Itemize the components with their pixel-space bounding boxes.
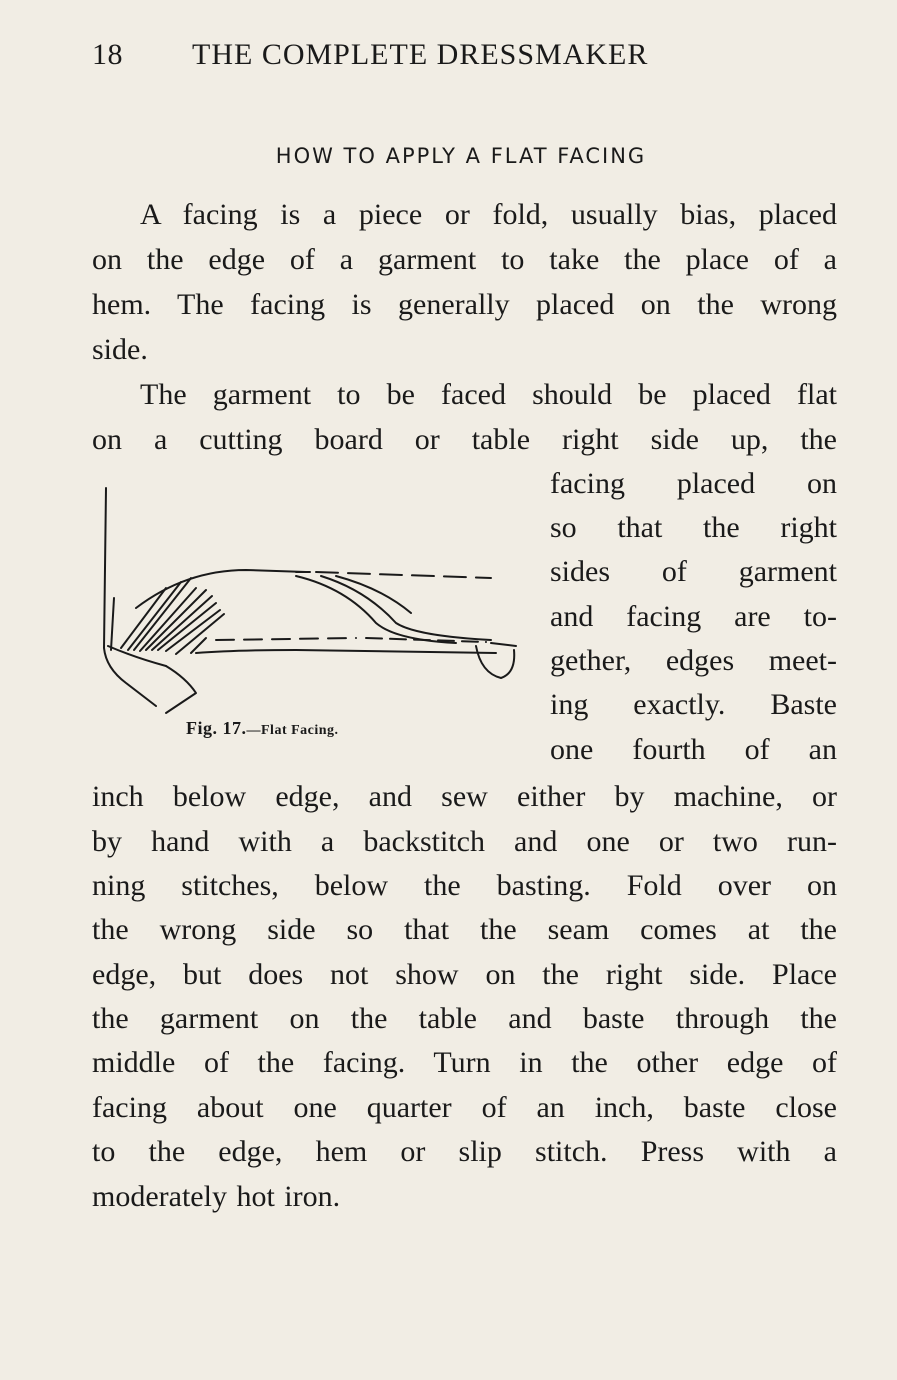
paragraph-1-line: on the edge of a garment to take the place of a bbox=[92, 243, 837, 276]
book-title: THE COMPLETE DRESSMAKER bbox=[192, 38, 649, 71]
paragraph-1-line: hem. The facing is generally placed on the wrong bbox=[92, 288, 837, 321]
paragraph-2-line: by hand with a backstitch and one or two run- bbox=[92, 825, 837, 858]
paragraph-2-narrow-line: and facing are to- bbox=[550, 600, 837, 633]
paragraph-2-line: The garment to be faced should be placed flat bbox=[140, 378, 837, 411]
paragraph-2-line: moderately hot iron. bbox=[92, 1180, 341, 1213]
flat-facing-illustration bbox=[96, 478, 526, 718]
paragraph-2-line: facing about one quarter of an inch, baste close bbox=[92, 1091, 837, 1124]
paragraph-1-line: A facing is a piece or fold, usually bias, placed bbox=[140, 198, 837, 231]
paragraph-2-line: edge, but does not show on the right side. Place bbox=[92, 958, 837, 991]
figure-caption bbox=[186, 718, 339, 739]
paragraph-2-line: to the edge, hem or slip stitch. Press with a bbox=[92, 1135, 837, 1168]
paragraph-2-line: middle of the facing. Turn in the other edge of bbox=[92, 1046, 837, 1079]
paragraph-2-narrow-line: ing exactly. Baste bbox=[550, 688, 837, 721]
paragraph-2-narrow-line: gether, edges meet- bbox=[550, 644, 837, 677]
section-title: HOW TO APPLY A FLAT FACING bbox=[275, 144, 647, 168]
paragraph-1-line: side. bbox=[92, 333, 148, 366]
paragraph-2-narrow-line: so that the right bbox=[550, 511, 837, 544]
figure-caption-text: —Flat Facing. bbox=[246, 723, 339, 738]
paragraph-2-line: ning stitches, below the basting. Fold over on bbox=[92, 869, 837, 902]
paragraph-2-line: inch below edge, and sew either by machine, or bbox=[92, 780, 837, 813]
page-number: 18 bbox=[92, 38, 123, 71]
paragraph-2-line: the garment on the table and baste through the bbox=[92, 1002, 837, 1035]
running-head bbox=[92, 38, 742, 78]
paragraph-2-line: the wrong side so that the seam comes at the bbox=[92, 913, 837, 946]
paragraph-2-line: on a cutting board or table right side up, the bbox=[92, 423, 837, 456]
figure-number: Fig. 17. bbox=[186, 718, 247, 738]
paragraph-2-narrow-line: facing placed on bbox=[550, 467, 837, 500]
paragraph-2-narrow-line: sides of garment bbox=[550, 555, 837, 588]
paragraph-2-narrow-line: one fourth of an bbox=[550, 733, 837, 766]
